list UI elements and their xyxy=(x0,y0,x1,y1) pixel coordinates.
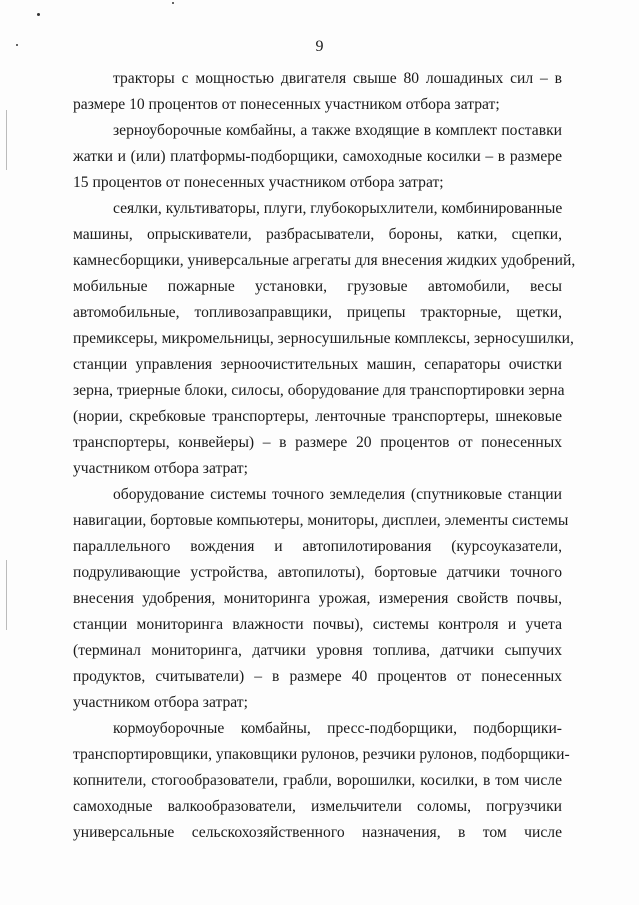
text-line: самоходные валкообразователи, измельчители соломы, погрузчики xyxy=(73,798,562,815)
text-line: продуктов, считыватели) – в размере 40 процентов от понесенных xyxy=(73,668,562,685)
paragraph xyxy=(73,196,576,482)
document-body xyxy=(73,66,576,846)
text-line: сеялки, культиваторы, плуги, глубокорыхлители, комбинированные xyxy=(113,200,563,217)
text-line: машины, опрыскиватели, разбрасыватели, бороны, катки, сцепки, xyxy=(73,226,562,243)
scan-margin-line xyxy=(6,110,7,170)
text-line: подруливающие устройства, автопилоты), бортовые датчики точного xyxy=(73,564,562,581)
text-line: транспортеры, конвейеры) – в размере 20 процентов от понесенных xyxy=(73,434,562,451)
text-line: оборудование системы точного земледелия (спутниковые станции xyxy=(113,486,562,503)
text-line: мобильные пожарные установки, грузовые автомобили, весы xyxy=(73,278,562,295)
text-line: 15 процентов от понесенных участником отбора затрат; xyxy=(73,174,444,191)
text-line: зерноуборочные комбайны, а также входящие в комплект поставки xyxy=(113,122,562,139)
text-line: универсальные сельскохозяйственного назначения, в том числе xyxy=(73,824,562,841)
text-line: премиксеры, микромельницы, зерносушильные комплексы, зерносушилки, xyxy=(73,330,574,347)
text-line: параллельного вождения и автопилотирования (курсоуказатели, xyxy=(73,538,562,555)
text-line: участником отбора затрат; xyxy=(73,460,248,477)
text-line: участником отбора затрат; xyxy=(73,694,248,711)
text-line: транспортировщики, упаковщики рулонов, резчики рулонов, подборщики- xyxy=(73,746,570,763)
paragraph xyxy=(73,716,570,846)
paragraph xyxy=(73,118,562,196)
page-number: 9 xyxy=(315,38,324,55)
text-line: размере 10 процентов от понесенных участником отбора затрат; xyxy=(73,96,500,113)
text-line: навигации, бортовые компьютеры, мониторы, дисплеи, элементы системы xyxy=(73,512,569,529)
scan-speck xyxy=(172,2,174,4)
text-line: (нории, скребковые транспортеры, ленточные транспортеры, шнековые xyxy=(73,408,562,425)
text-line: кормоуборочные комбайны, пресс-подборщики, подборщики- xyxy=(113,720,562,737)
text-line: станции управления зерноочистительных машин, сепараторы очистки xyxy=(73,356,562,373)
text-line: станции мониторинга влажности почвы), системы контроля и учета xyxy=(73,616,562,633)
text-line: камнесборщики, универсальные агрегаты для внесения жидких удобрений, xyxy=(73,252,576,269)
text-line: внесения удобрения, мониторинга урожая, измерения свойств почвы, xyxy=(73,590,562,607)
scan-speck xyxy=(37,13,40,16)
text-line: (терминал мониторинга, датчики уровня топлива, датчики сыпучих xyxy=(73,642,562,659)
text-line: жатки и (или) платформы-подборщики, самоходные косилки – в размере xyxy=(73,148,562,165)
text-line: автомобильные, топливозаправщики, прицепы тракторные, щетки, xyxy=(73,304,562,321)
paragraph xyxy=(73,482,569,716)
paragraph xyxy=(73,66,562,118)
text-line: копнители, стогообразователи, грабли, ворошилки, косилки, в том числе xyxy=(73,772,562,789)
text-line: зерна, триерные блоки, силосы, оборудование для транспортировки зерна xyxy=(73,382,565,399)
scan-margin-line xyxy=(6,560,7,630)
text-line: тракторы с мощностью двигателя свыше 80 лошадиных сил – в xyxy=(113,70,562,87)
